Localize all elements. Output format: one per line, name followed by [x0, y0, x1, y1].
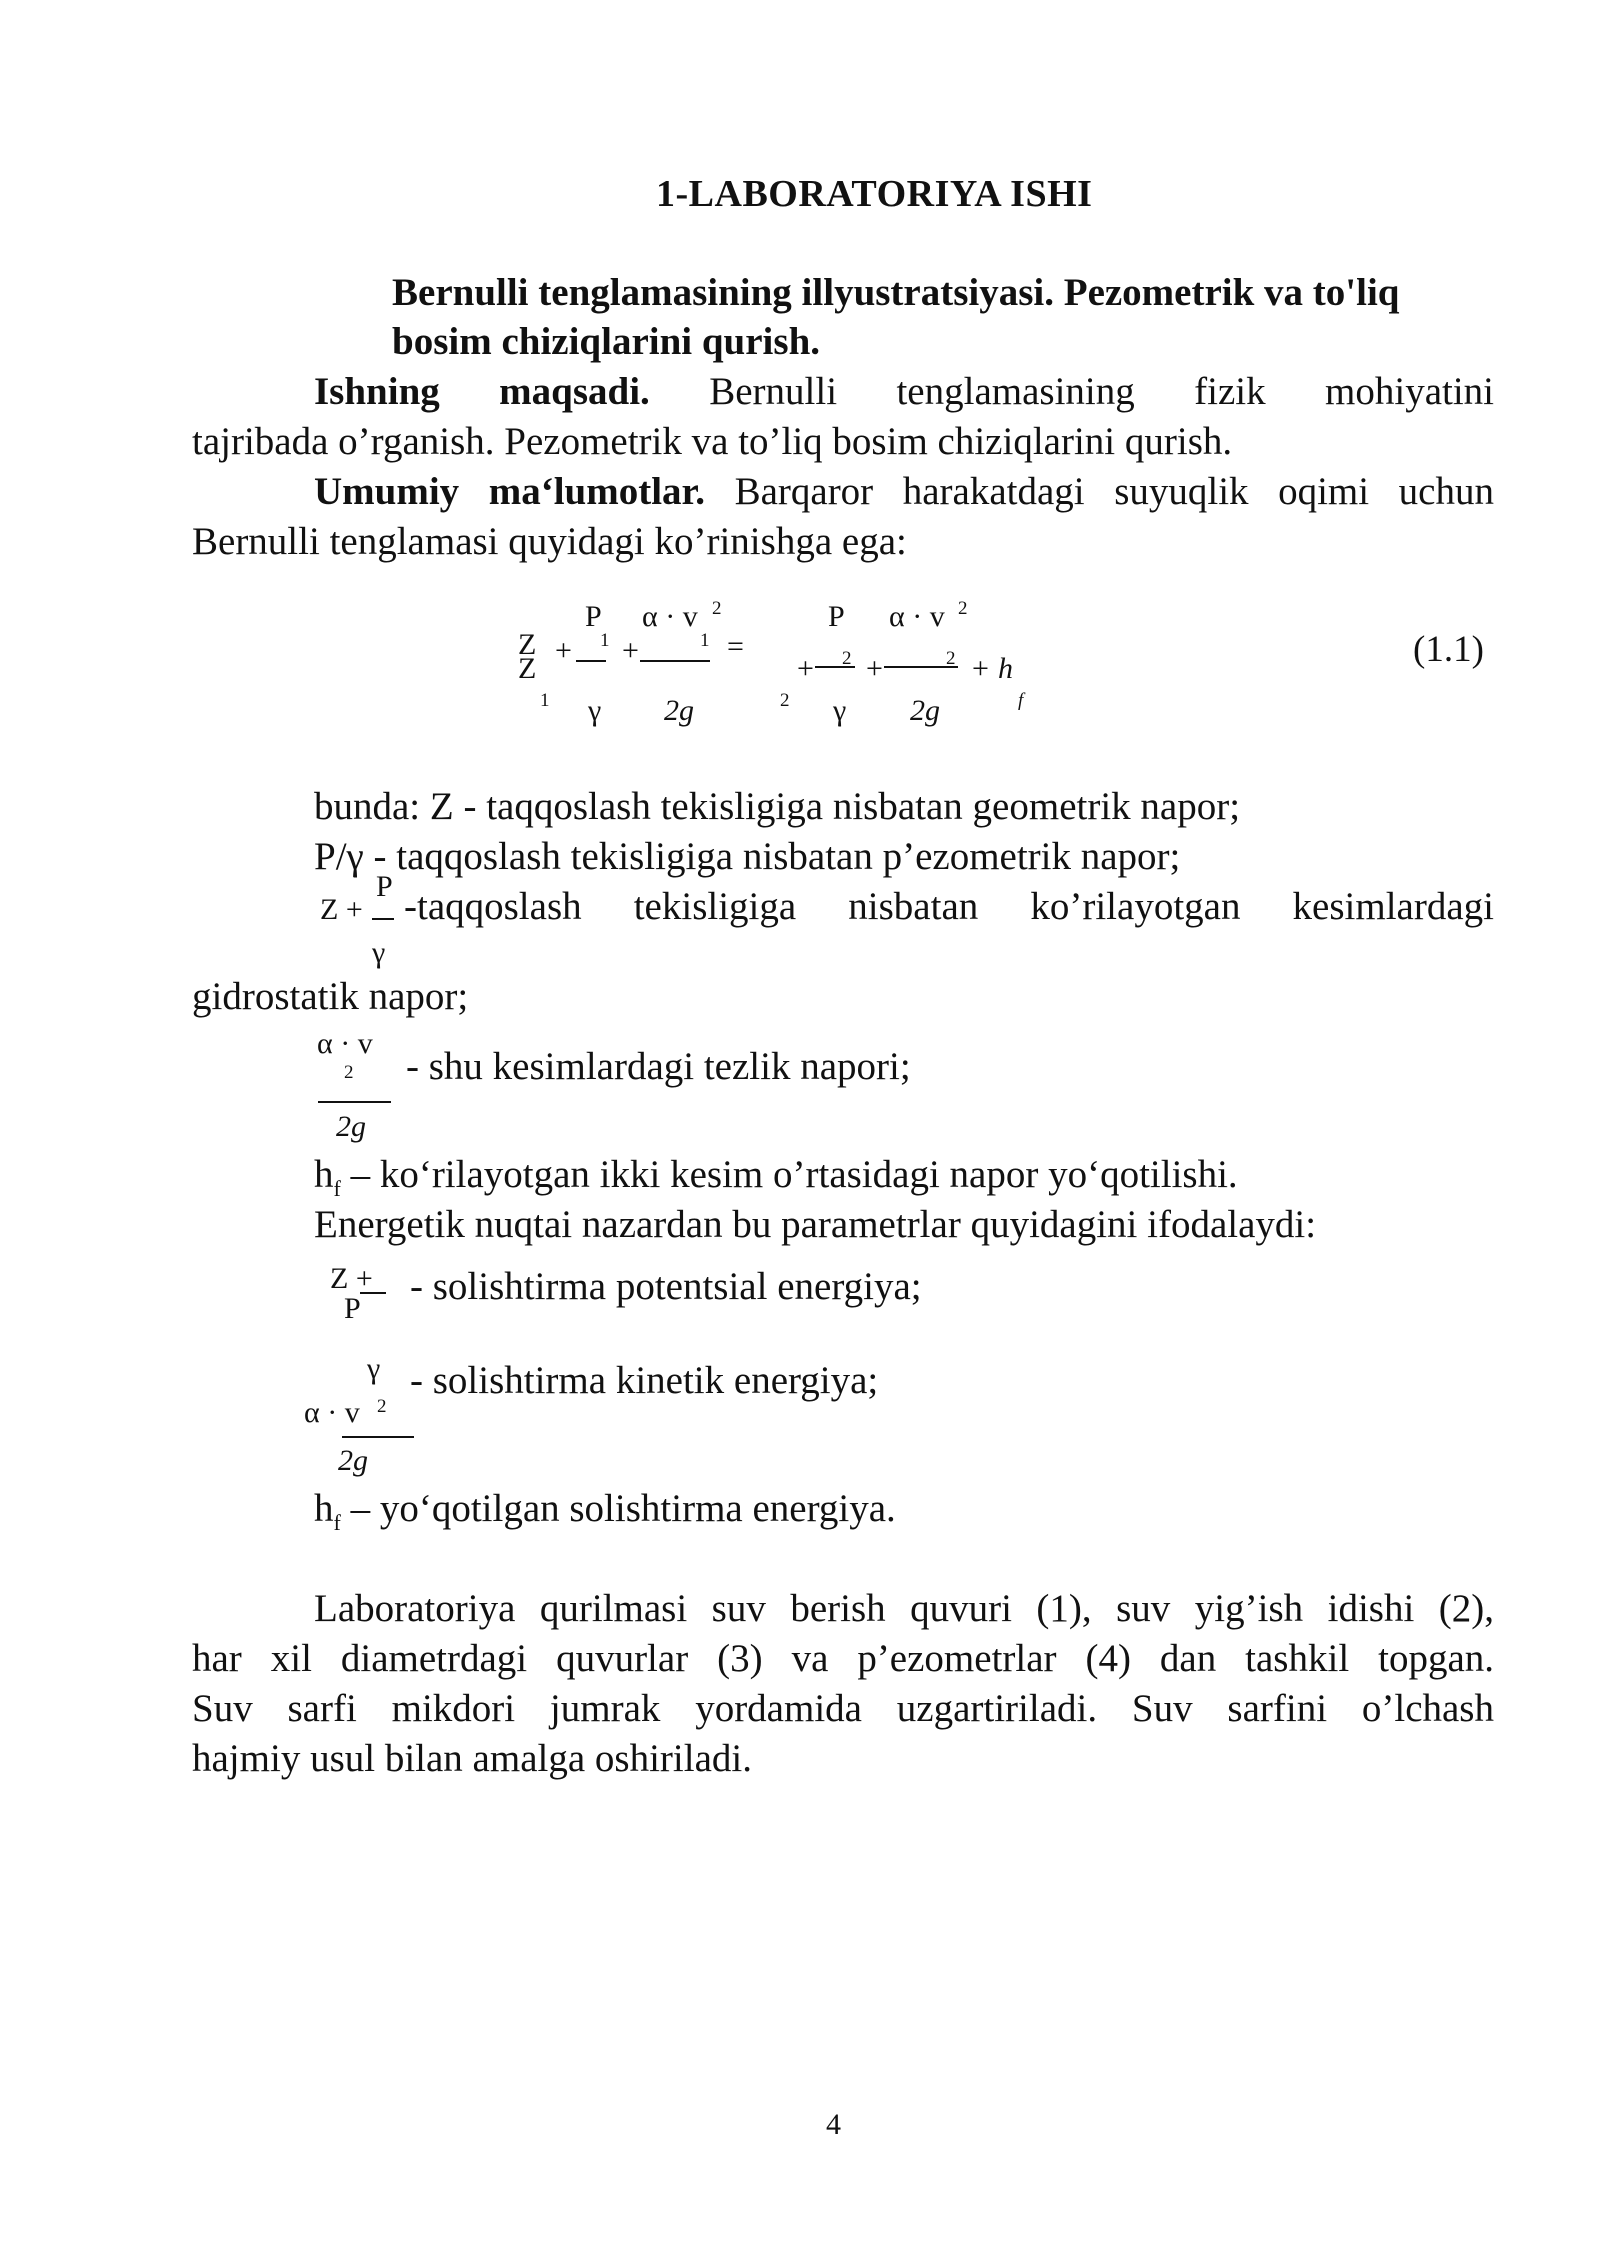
eq-equals: =	[727, 630, 744, 663]
definition-zp-continued: gidrostatik napor;	[192, 975, 469, 1018]
eq-sub-p2: 2	[842, 648, 852, 669]
eq-2g-2: 2g	[910, 694, 940, 727]
hf-text: – ko‘rilayotgan ikki kesim o’rtasidagi napor yo‘qotilishi.	[350, 1153, 1238, 1196]
vh-fraction-bar	[318, 1101, 391, 1103]
ke-gamma: γ	[367, 1352, 381, 1385]
page-number: 4	[826, 2108, 841, 2141]
eq-sub-f: f	[1018, 690, 1024, 711]
ke-fraction-bar	[342, 1436, 414, 1438]
eq-fraction-bar-v2	[884, 666, 958, 668]
general-paragraph-line-1	[314, 467, 1494, 517]
eq-z1: Z	[518, 628, 537, 661]
subtitle-line-2: bosim chiziqlarini qurish.	[392, 320, 821, 363]
eq-plus-4: +	[866, 652, 883, 685]
eq-p1: P	[585, 600, 602, 633]
definition-z: bunda: Z - taqqoslash tekisligiga nisbatan geometrik napor;	[314, 785, 1241, 828]
eq-fraction-bar-p2	[815, 666, 855, 668]
hf-sub: f	[333, 1175, 341, 1201]
vh-2g: 2g	[336, 1110, 366, 1143]
eq-sub-z2: 2	[780, 690, 790, 711]
equation-number: (1.1)	[1413, 629, 1484, 670]
eq-h: h	[998, 652, 1013, 685]
general-text: Barqaror harakatdagi suyuqlik oqimi uchun	[734, 470, 1494, 513]
eq-sub-p1: 1	[600, 630, 610, 651]
zp-prefix: Z +	[320, 893, 363, 926]
eq-plus-2: +	[622, 634, 639, 667]
zp-gamma: γ	[372, 936, 386, 969]
eq-alpha-v2: α · v	[889, 600, 945, 633]
goal-text: Bernulli tenglamasining fizik mohiyatini	[709, 370, 1495, 413]
eq-sub-v1: 1	[700, 630, 710, 651]
hf-h: h	[314, 1153, 334, 1196]
definition-potential-energy: - solishtirma potentsial energiya;	[410, 1265, 922, 1308]
page-title: 1-LABORATORIYA ISHI	[656, 173, 1093, 215]
eq-gamma-1: γ	[588, 694, 602, 727]
definition-zp: -taqqoslash tekisligiga nisbatan ko’rilayotgan kesimlardagi	[404, 885, 1494, 928]
goal-label: Ishning maqsadi.	[314, 370, 650, 413]
eq-plus-5: +	[972, 652, 989, 685]
goal-paragraph-line-1	[314, 367, 1494, 417]
subtitle-line-1: Bernulli tenglamasining illyustratsiyasi. Pezometrik va to'liq	[392, 271, 1400, 314]
eq-plus-3: +	[797, 652, 814, 685]
definition-velocity-head: - shu kesimlardagi tezlik napori;	[406, 1045, 911, 1088]
goal-paragraph-line-2: tajribada o’rganish. Pezometrik va to’liq bosim chiziqlarini qurish.	[192, 420, 1233, 463]
eq-plus-1: +	[555, 634, 572, 667]
zp-fraction-bar	[372, 918, 394, 920]
pe-fraction-bar	[360, 1292, 386, 1294]
definition-kinetic-energy: - solishtirma kinetik energiya;	[410, 1359, 879, 1402]
setup-line-2: har xil diametrdagi quvurlar (3) va p’ezometrlar (4) dan tashkil topgan.	[192, 1637, 1494, 1680]
lost-h: h	[314, 1487, 334, 1530]
setup-line-4: hajmiy usul bilan amalga oshiriladi.	[192, 1737, 752, 1780]
eq-sub-z1: 1	[540, 690, 550, 711]
vh-alpha-v: α · v	[317, 1027, 373, 1060]
ke-sup-2: 2	[377, 1396, 387, 1417]
eq-fraction-bar-v1	[640, 660, 710, 662]
pe-p: P	[344, 1292, 361, 1325]
eq-2g-1: 2g	[664, 694, 694, 727]
eq-sup-2b: 2	[958, 598, 968, 619]
eq-sup-2a: 2	[712, 598, 722, 619]
definition-p-gamma: P/γ - taqqoslash tekisligiga nisbatan p’ezometrik napor;	[314, 835, 1181, 878]
lost-text: – yo‘qotilgan solishtirma energiya.	[350, 1487, 896, 1530]
ke-2g: 2g	[338, 1444, 368, 1477]
eq-sub-v2: 2	[946, 648, 956, 669]
general-label: Umumiy ma‘lumotlar.	[314, 470, 706, 513]
ke-alpha-v: α · v	[304, 1396, 360, 1429]
energy-intro: Energetik nuqtai nazardan bu parametrlar quyidagini ifodalaydi:	[314, 1203, 1317, 1246]
eq-gamma-2: γ	[833, 694, 847, 727]
lost-sub: f	[333, 1509, 341, 1535]
setup-line-3: Suv sarfi mikdori jumrak yordamida uzgartiriladi. Suv sarfini o’lchash	[192, 1687, 1494, 1730]
zp-p: P	[376, 870, 393, 903]
setup-line-1: Laboratoriya qurilmasi suv berish quvuri (1), suv yig’ish idishi (2),	[314, 1587, 1494, 1630]
eq-fraction-bar-p1	[576, 660, 606, 662]
definition-lost-energy	[314, 1484, 896, 1548]
eq-z2: Z	[518, 652, 537, 685]
eq-alpha-v1: α · v	[642, 600, 698, 633]
general-paragraph-line-2: Bernulli tenglamasi quyidagi ko’rinishga ega:	[192, 520, 907, 563]
pe-z-plus: Z +	[330, 1262, 373, 1295]
eq-p2: P	[828, 600, 845, 633]
vh-sup-2: 2	[344, 1062, 354, 1083]
